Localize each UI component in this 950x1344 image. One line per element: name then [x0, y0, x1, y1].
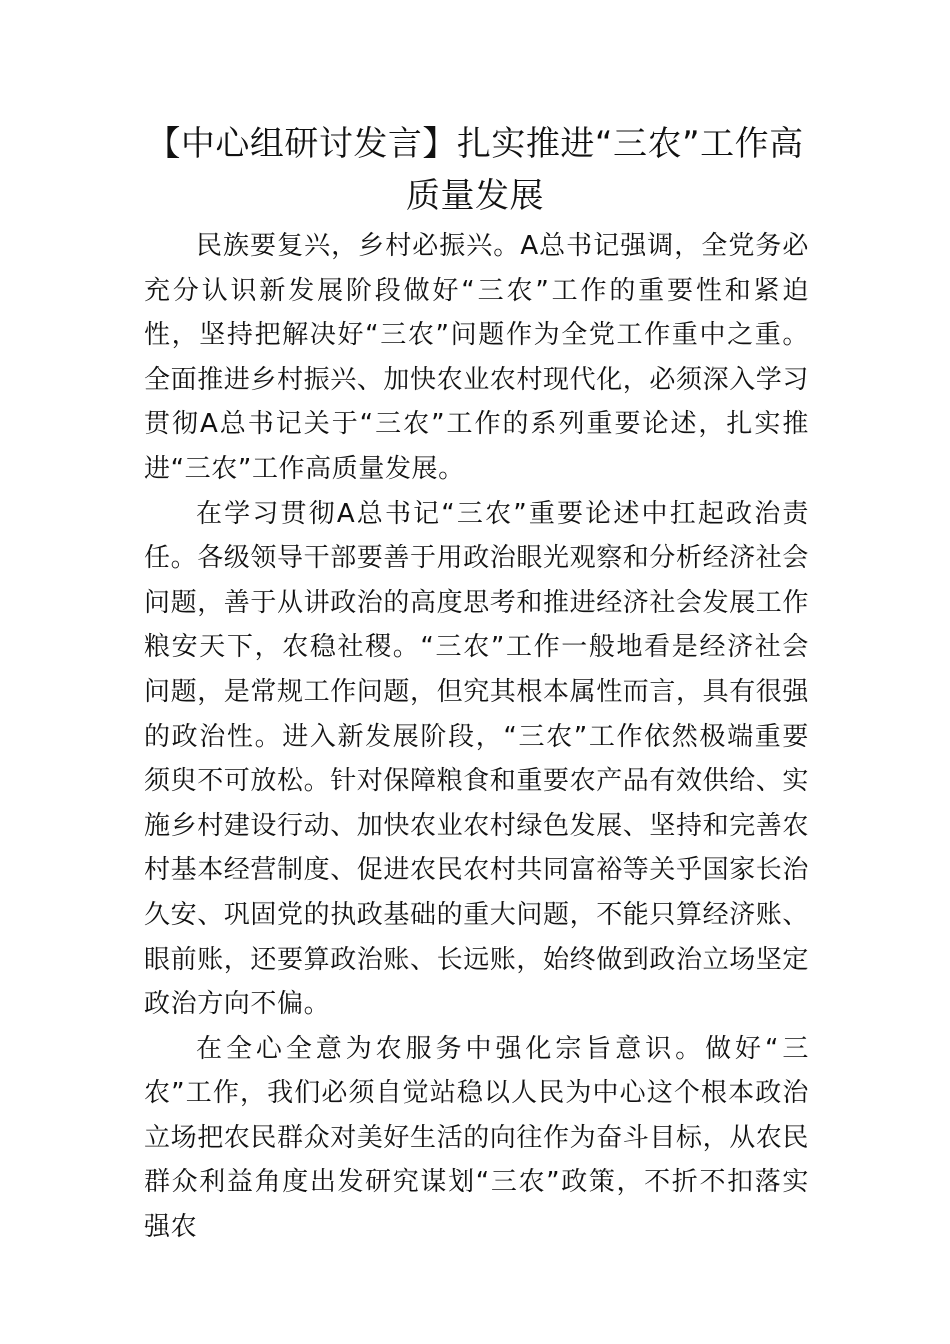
document-title: 【中心组研讨发言】扎实推进“三农”工作高质量发展 — [146, 124, 804, 216]
paragraph-3: 在全心全意为农服务中强化宗旨意识。做好“三农”工作，我们必须自觉站稳以人民为中心这个根本政治立场把农民群众对美好生活的向往作为奋斗目标，从农民群众利益角度出发研究谋划“三农”政策，不折不扣落实强农 — [144, 1033, 810, 1243]
paragraph-2: 在学习贯彻A总书记“三农”重要论述中扛起政治责任。各级领导干部要善于用政治眼光观察和分析经济社会问题，善于从讲政治的高度思考和推进经济社会发展工作粮安天下，农稳社稷。“三农”工作一般地看是经济社会问题，是常规工作问题，但究其根本属性而言，具有很强的政治性。进入新发展阶段，“三农”工作依然极端重要须臾不可放松。针对保障粮食和重要农产品有效供给、实施乡村建设行动、加快农业农村绿色发展、坚持和完善农村基本经营制度、促进农民农村共同富裕等关乎国家长治久安、巩固党的执政基础的重大问题，不能只算经济账、眼前账，还要算政治账、长远账，始终做到政治立场坚定政治方向不偏。 — [144, 498, 810, 1020]
document-body — [144, 224, 809, 1250]
paragraph-1: 民族要复兴，乡村必振兴。A总书记强调，全党务必充分认识新发展阶段做好“三农”工作的重要性和紧迫性，坚持把解决好“三农”问题作为全党工作重中之重。全面推进乡村振兴、加快农业农村现代化，必须深入学习贯彻A总书记关于“三农”工作的系列重要论述，扎实推进“三农”工作高质量发展。 — [144, 231, 810, 484]
